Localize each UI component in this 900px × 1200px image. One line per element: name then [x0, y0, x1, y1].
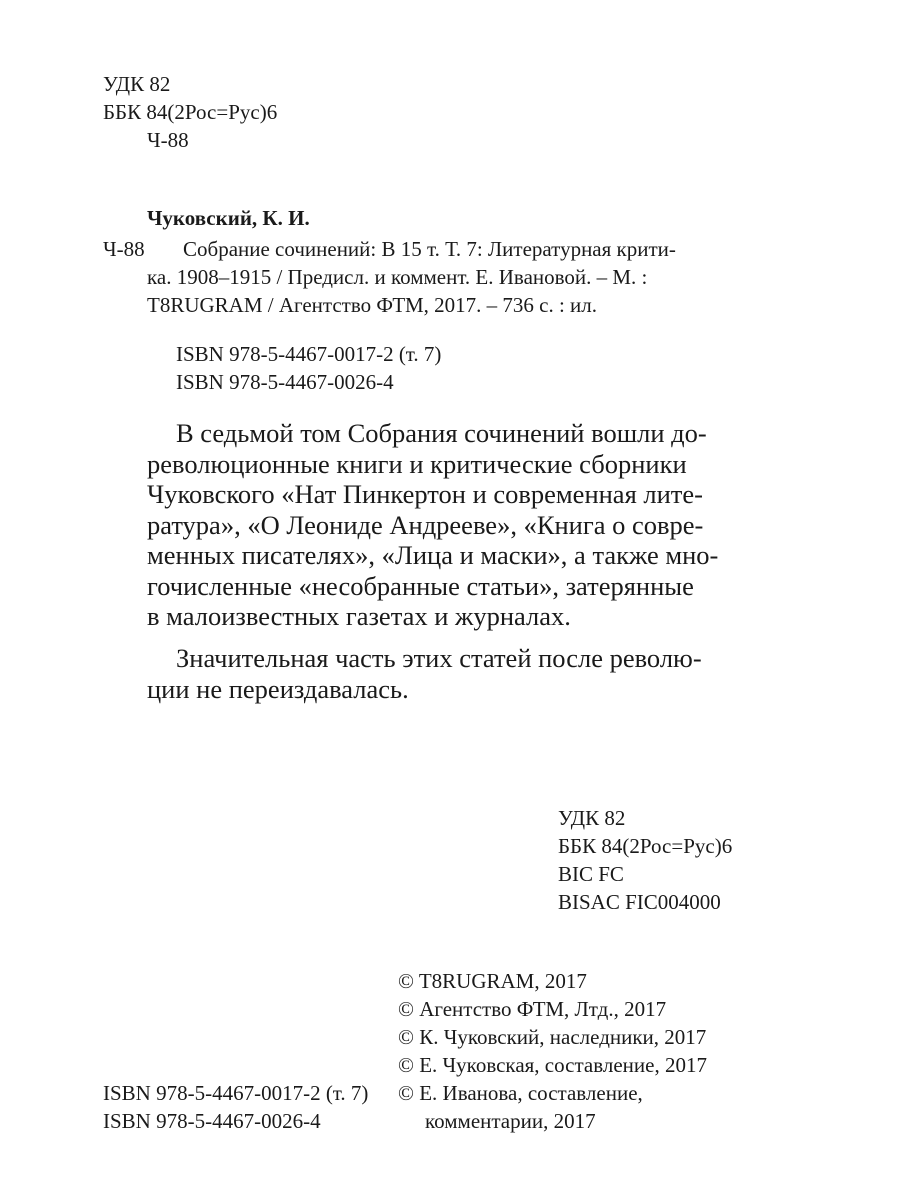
annotation-line: революционные книги и критические сборники [147, 448, 687, 479]
copyright-line: © T8RUGRAM, 2017 [398, 969, 587, 993]
isbn-set: ISBN 978-5-4467-0026-4 [176, 370, 394, 394]
classification-top [103, 70, 277, 154]
annotation-paragraph-2 [147, 643, 702, 704]
annotation-line: Чуковского «Нат Пинкертон и современная лите- [147, 479, 703, 509]
bic-code: BIC FC [558, 862, 624, 886]
annotation-paragraph-1 [147, 418, 718, 632]
copyright-line: © Е. Иванова, составление, [398, 1081, 643, 1105]
udk-code: УДК 82 [558, 806, 626, 830]
catalog-description [147, 235, 676, 319]
catalog-author: Чуковский, К. И. [147, 206, 310, 230]
udk-code: УДК 82 [103, 72, 171, 96]
annotation-line: ции не переиздавалась. [147, 673, 409, 704]
isbn-set: ISBN 978-5-4467-0026-4 [103, 1109, 321, 1133]
isbn-bottom [103, 1079, 368, 1135]
isbn-volume: ISBN 978-5-4467-0017-2 (т. 7) [103, 1081, 369, 1105]
bbk-code: ББК 84(2Рос=Рус)6 [103, 100, 278, 124]
annotation-line: ратура», «О Леониде Андрееве», «Книга о совре- [147, 509, 704, 540]
copyright-line: © Агентство ФТМ, Лтд., 2017 [398, 997, 667, 1021]
catalog-isbn [176, 340, 441, 396]
classification-bottom [558, 804, 732, 916]
annotation-line: гочисленные «несобранные статьи», затерянные [147, 570, 694, 601]
catalog-description-line: T8RUGRAM / Агентство ФТМ, 2017. – 736 с. : ил. [147, 293, 598, 317]
catalog-mark: Ч-88 [103, 237, 145, 261]
annotation-line: В седьмой том Собрания сочинений вошли до- [176, 418, 707, 448]
copyright-line: комментарии, 2017 [425, 1109, 596, 1133]
bisac-code: BISAC FIC004000 [558, 890, 721, 914]
catalog-description-line: ка. 1908–1915 / Предисл. и коммент. Е. Ивановой. – М. : [147, 265, 648, 289]
isbn-volume: ISBN 978-5-4467-0017-2 (т. 7) [176, 342, 442, 366]
copyright-line: © Е. Чуковская, составление, 2017 [398, 1053, 707, 1077]
annotation-line: Значительная часть этих статей после револю- [176, 643, 702, 673]
catalog-description-line: Собрание сочинений: В 15 т. Т. 7: Литературная крити- [183, 237, 676, 261]
copyright-block [398, 967, 707, 1135]
annotation-line: в малоизвестных газетах и журналах. [147, 601, 571, 631]
copyright-line: © К. Чуковский, наследники, 2017 [398, 1025, 707, 1049]
bbk-code: ББК 84(2Рос=Рус)6 [558, 834, 733, 858]
author-mark: Ч-88 [147, 128, 189, 152]
annotation-line: менных писателях», «Лица и маски», а также мно- [147, 540, 719, 570]
